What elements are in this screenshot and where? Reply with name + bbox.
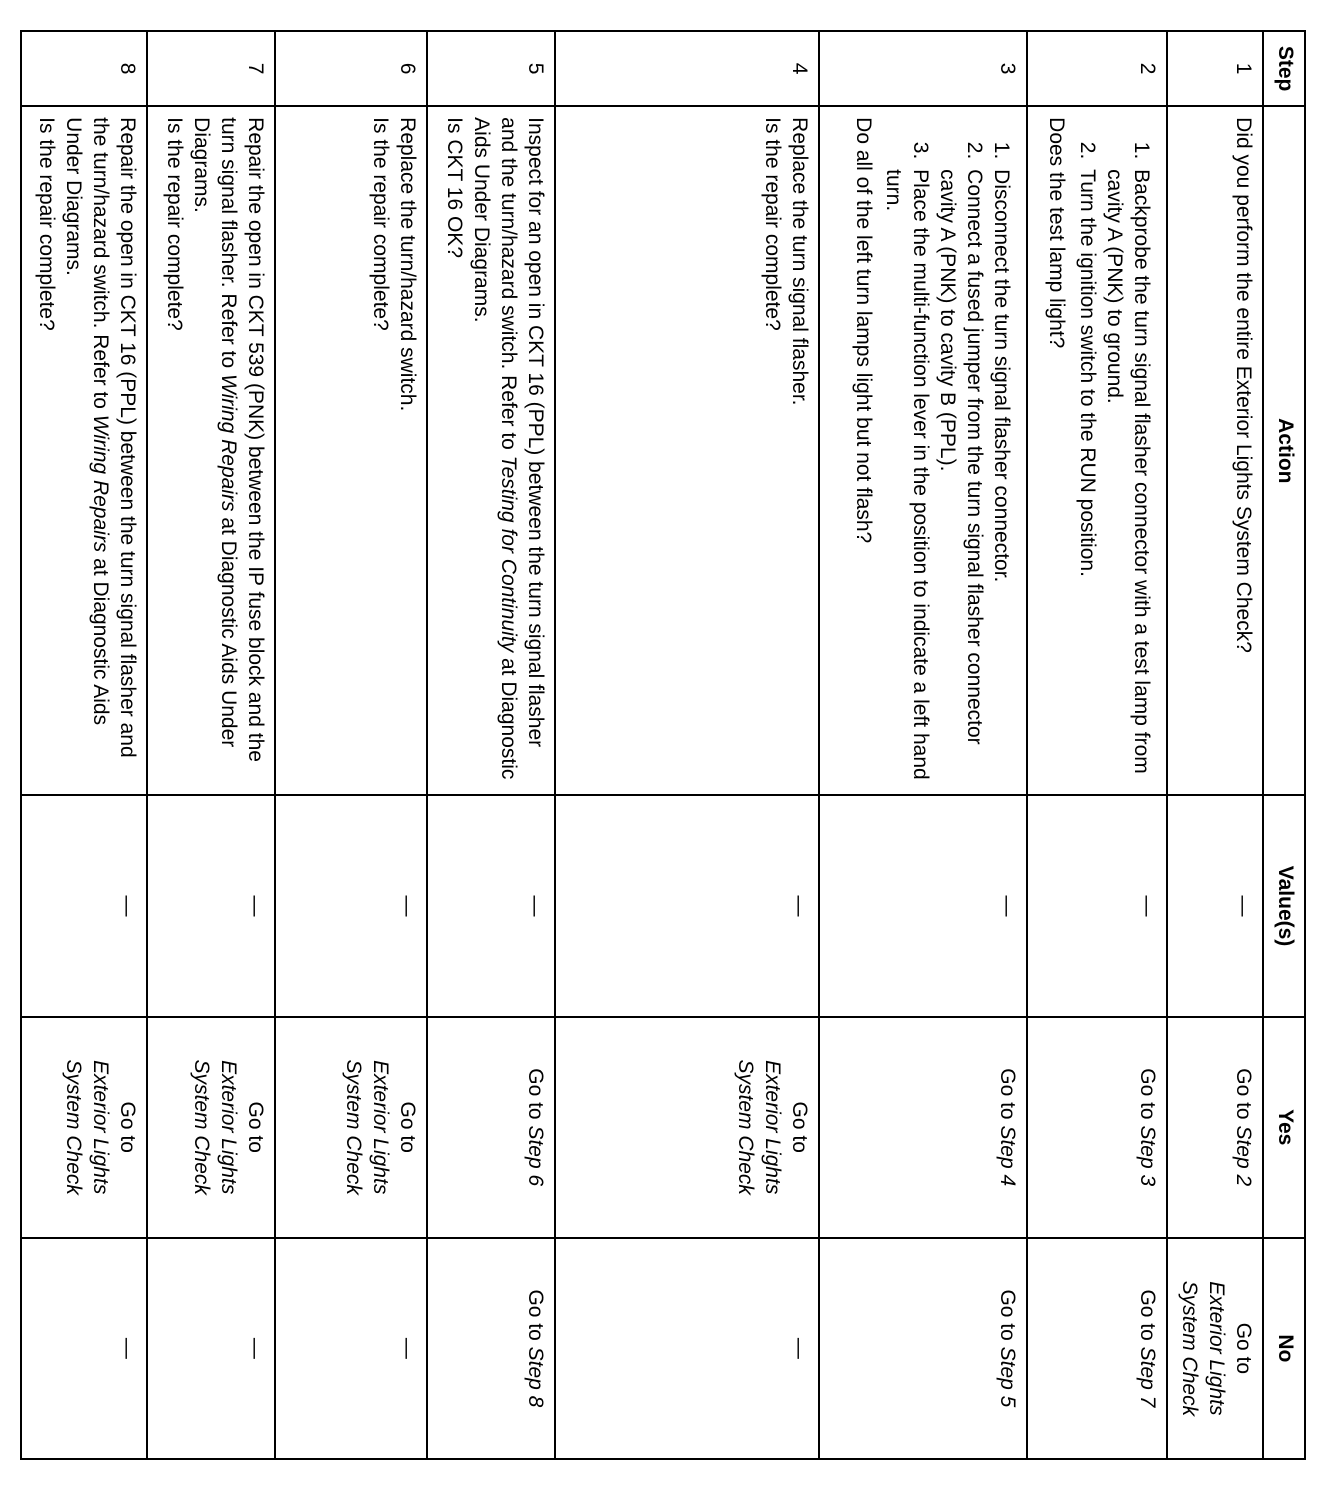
yes-cell [1167, 1017, 1263, 1238]
step-number: 6 [275, 31, 427, 106]
no-prefix: Go to [1232, 1322, 1255, 1375]
yes-prefix: Go to [244, 1101, 267, 1153]
action-list [1073, 117, 1154, 784]
yes-cell [147, 1017, 275, 1238]
step-number: 4 [555, 31, 819, 106]
table-row [147, 31, 275, 1459]
table-row [275, 31, 427, 1459]
action-text-a: Inspect for an open in CKT 16 (PPL) between the turn signal flasher and the turn/hazard switch. Refer to [497, 117, 547, 748]
action-cell [1027, 106, 1167, 795]
table-row [21, 31, 147, 1459]
yes-cell [427, 1017, 555, 1238]
no-prefix: Go to [1136, 1289, 1159, 1347]
action-text [187, 117, 268, 784]
no-cell [1027, 1238, 1167, 1459]
step-number: 5 [427, 31, 555, 106]
value-cell [21, 795, 147, 1016]
value-text: — [1232, 895, 1255, 917]
header-row [1263, 31, 1305, 1459]
table-row [1167, 31, 1263, 1459]
no-text: — [116, 1337, 139, 1359]
yes-cell [819, 1017, 1027, 1238]
question-text: Does the test lamp light? [1045, 117, 1069, 349]
no-cell [275, 1238, 427, 1459]
no-link[interactable]: Step 5 [996, 1346, 1019, 1408]
list-item: 1. Backprobe the turn signal flasher connector with a test lamp from cavity A (PNK) to ground. [1100, 165, 1154, 784]
action-text-a: Repair the open in CKT 16 (PPL) between the turn signal flasher and the turn/hazard switch. Refer to [89, 117, 139, 758]
yes-link[interactable]: Step 2 [1232, 1125, 1255, 1187]
value-cell [1027, 795, 1167, 1016]
action-list [880, 117, 1014, 784]
no-link[interactable]: Step 8 [524, 1346, 547, 1408]
step-number: 7 [147, 31, 275, 106]
action-cell [1167, 106, 1263, 795]
header-action: Action [1263, 106, 1305, 795]
no-cell [21, 1238, 147, 1459]
table-row [427, 31, 555, 1459]
action-text [59, 117, 140, 784]
no-cell [555, 1238, 819, 1459]
yes-cell [275, 1017, 427, 1238]
no-text: — [396, 1337, 419, 1359]
yes-prefix: Go to [788, 1101, 811, 1153]
action-cell [427, 106, 555, 795]
header-yes: Yes [1263, 1017, 1305, 1238]
no-link[interactable]: Exterior Lights System Check [1178, 1280, 1229, 1417]
no-link[interactable]: Step 7 [1136, 1346, 1159, 1408]
no-text: — [244, 1337, 267, 1359]
table-row [1027, 31, 1167, 1459]
list-item: 2. Connect a fused jumper from the turn signal flasher connector cavity A (PNK) to cavity B (PPL). [933, 165, 987, 784]
action-text-b: at Diagnostic Aids Under Diagrams. [470, 117, 521, 780]
yes-link[interactable]: Exterior Lights System Check [734, 1059, 785, 1195]
question-text: Is the repair complete? [761, 117, 785, 331]
action-text: Replace the turn signal flasher. [788, 117, 811, 406]
yes-link[interactable]: Exterior Lights System Check [342, 1059, 393, 1195]
header-values: Value(s) [1263, 795, 1305, 1016]
action-reference: Wiring Repairs [89, 414, 113, 553]
yes-prefix: Go to [1136, 1068, 1159, 1126]
question-text: Do all of the left turn lamps light but not flash? [851, 117, 875, 544]
no-prefix: Go to [524, 1289, 547, 1347]
value-text: — [116, 895, 139, 917]
yes-prefix: Go to [1232, 1068, 1255, 1126]
value-text: — [788, 895, 811, 917]
action-reference: Wiring Repairs [217, 373, 241, 512]
no-cell [819, 1238, 1027, 1459]
no-prefix: Go to [996, 1289, 1019, 1347]
action-text-a: Repair the open in CKT 539 (PNK) between the IP fuse block and the turn signal flasher. Refer to [217, 117, 267, 762]
yes-link[interactable]: Step 4 [996, 1125, 1019, 1187]
yes-link[interactable]: Step 6 [524, 1125, 547, 1187]
yes-link[interactable]: Step 3 [1136, 1125, 1159, 1187]
yes-cell [555, 1017, 819, 1238]
yes-link[interactable]: Exterior Lights System Check [62, 1059, 113, 1195]
no-cell [1167, 1238, 1263, 1459]
value-text: — [244, 895, 267, 917]
action-text-b: at Diagnostic Aids Under Diagrams. [62, 117, 113, 726]
step-number: 8 [21, 31, 147, 106]
yes-prefix: Go to [524, 1068, 547, 1126]
question-text: Is the repair complete? [369, 117, 393, 331]
value-cell [555, 795, 819, 1016]
list-item: 2. Turn the ignition switch to the RUN position. [1073, 165, 1100, 784]
no-text: — [788, 1337, 811, 1359]
diagnostic-table [20, 30, 1306, 1460]
value-cell [275, 795, 427, 1016]
action-text [467, 117, 548, 784]
step-number: 2 [1027, 31, 1167, 106]
question-text: Is CKT 16 OK? [443, 117, 467, 258]
action-cell [21, 106, 147, 795]
value-text: — [996, 895, 1019, 917]
action-text-b: at Diagnostic Aids Under Diagrams. [190, 117, 241, 748]
action-cell [275, 106, 427, 795]
header-step: Step [1263, 31, 1305, 106]
question-text: Is the repair complete? [163, 117, 187, 331]
action-cell [555, 106, 819, 795]
step-number: 3 [819, 31, 1027, 106]
value-text: — [1136, 895, 1159, 917]
value-cell [147, 795, 275, 1016]
list-item: 1. Disconnect the turn signal flasher connector. [987, 165, 1014, 784]
table-row [555, 31, 819, 1459]
no-cell [427, 1238, 555, 1459]
yes-prefix: Go to [396, 1101, 419, 1153]
value-text: — [524, 895, 547, 917]
value-text: — [396, 895, 419, 917]
yes-link[interactable]: Exterior Lights System Check [190, 1059, 241, 1195]
action-cell [819, 106, 1027, 795]
question-text: Is the repair complete? [35, 117, 59, 331]
header-no: No [1263, 1238, 1305, 1459]
list-item: 3. Place the multi-function lever in the position to indicate a left hand turn. [880, 165, 934, 784]
action-reference: Testing for Continuity [497, 455, 521, 653]
question-text: Did you perform the entire Exterior Lights System Check? [1232, 117, 1255, 653]
yes-prefix: Go to [996, 1068, 1019, 1126]
yes-cell [1027, 1017, 1167, 1238]
value-cell [427, 795, 555, 1016]
action-cell [147, 106, 275, 795]
step-number: 1 [1167, 31, 1263, 106]
yes-cell [21, 1017, 147, 1238]
no-cell [147, 1238, 275, 1459]
table-row [819, 31, 1027, 1459]
action-text: Replace the turn/hazard switch. [396, 117, 419, 412]
value-cell [1167, 795, 1263, 1016]
yes-prefix: Go to [116, 1101, 139, 1153]
value-cell [819, 795, 1027, 1016]
